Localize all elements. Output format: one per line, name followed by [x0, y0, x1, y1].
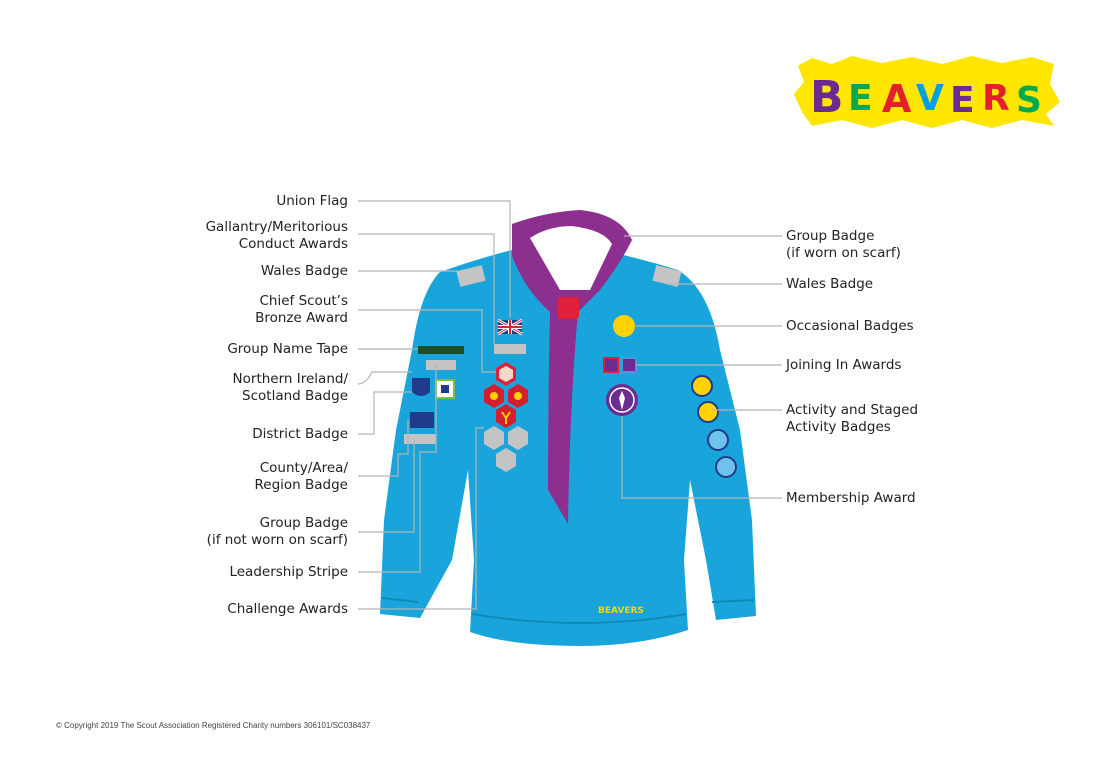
group-name-tape-badge — [418, 346, 464, 354]
label-occasional-badges — [786, 318, 914, 335]
label-line: Conduct Awards — [238, 236, 348, 252]
label-line: Group Badge — [259, 515, 348, 531]
svg-text:E: E — [848, 78, 873, 119]
label-gallantry — [206, 219, 348, 253]
label-line: (if worn on scarf) — [786, 245, 901, 261]
label-line: Activity and Staged — [786, 402, 919, 418]
svg-text:V: V — [916, 78, 944, 119]
label-line: Group Badge — [786, 228, 875, 244]
label-line: (if not worn on scarf) — [206, 532, 348, 548]
label-line: Challenge Awards — [227, 601, 348, 617]
label-line: Group Name Tape — [227, 341, 348, 357]
label-line: Activity Badges — [786, 419, 891, 435]
label-ni-scotland — [233, 371, 348, 405]
label-line: Wales Badge — [260, 263, 348, 279]
label-chief-scouts — [255, 293, 348, 327]
label-line: Chief Scout’s — [259, 293, 348, 309]
woggle — [557, 297, 579, 319]
label-line: Bronze Award — [255, 310, 348, 326]
label-line: County/Area/ — [259, 460, 348, 476]
svg-text:S: S — [1016, 80, 1042, 121]
svg-text:R: R — [982, 78, 1010, 119]
label-line: Leadership Stripe — [229, 564, 348, 580]
label-leadership-stripe — [229, 564, 348, 581]
label-group-badge-right — [786, 228, 901, 262]
gallantry-placeholder — [494, 344, 526, 354]
label-county-badge — [255, 460, 349, 494]
joining-in-badge-2 — [622, 358, 636, 372]
svg-text:A: A — [882, 77, 912, 121]
hem-logo: BEAVERS — [598, 606, 644, 616]
svg-text:B: B — [810, 72, 844, 123]
district-badge-icon — [410, 412, 434, 428]
label-wales-badge-left — [261, 263, 348, 280]
label-line: Wales Badge — [786, 276, 874, 292]
label-wales-badge-right — [786, 276, 873, 293]
ni-scotland-badge — [412, 378, 430, 396]
occasional-badge — [613, 315, 635, 337]
label-line: District Badge — [252, 426, 348, 442]
label-line: Gallantry/Meritorious — [205, 219, 348, 235]
label-line: Occasional Badges — [786, 318, 914, 334]
label-line: Scotland Badge — [242, 388, 348, 404]
label-line: Membership Award — [786, 490, 916, 506]
label-group-badge-left — [207, 515, 348, 549]
union-flag-badge — [498, 320, 522, 334]
label-joining-in — [786, 357, 901, 374]
label-group-name-tape — [227, 341, 348, 358]
label-membership-award — [786, 490, 916, 507]
label-line: Union Flag — [276, 193, 348, 209]
label-line: Region Badge — [254, 477, 348, 493]
label-challenge-awards — [227, 601, 348, 618]
label-line: Northern Ireland/ — [232, 371, 348, 387]
copyright-notice: © Copyright 2019 The Scout Association Registered Charity numbers 306101/SC038437 — [56, 721, 371, 730]
label-district-badge — [252, 426, 348, 443]
svg-text:E: E — [950, 80, 975, 121]
label-activity-badges — [786, 402, 918, 436]
label-line: Joining In Awards — [786, 357, 902, 373]
label-union-flag — [276, 193, 348, 210]
joining-in-badge-1 — [604, 358, 618, 372]
